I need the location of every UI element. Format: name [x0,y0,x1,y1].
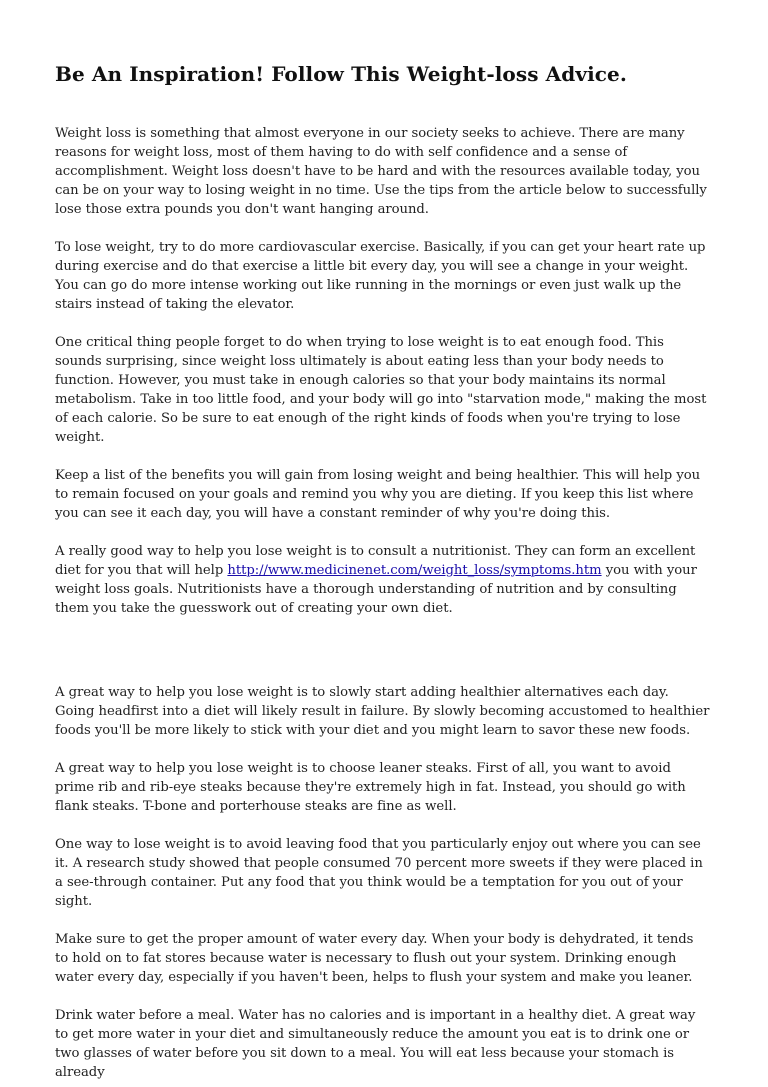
paragraph-benefits-list: Keep a list of the benefits you will gain from losing weight and being healthier. This will help you to remain focused on your goals and remind you why you are dieting. If you keep this list where you can see it each day, you will have a constant reminder of why you're doing this. [55,468,701,521]
paragraph-nutritionist [55,542,710,618]
nutritionist-text-after: you with your weight loss goals. Nutritionists have a thorough understanding of nutrition and by consulting them you take the guesswork out of creating your own diet. [55,563,697,616]
paragraph-healthier-alternatives: A great way to help you lose weight is to slowly start adding healthier alternatives each day. Going headfirst into a diet will likely result in failure. By slowly becoming accustomed to healthier foods you'll be more likely to stick with your diet and you might learn to savor these new foods. [55,685,710,738]
paragraph-eat-enough: One critical thing people forget to do when trying to lose weight is to eat enough food. This sounds surprising, since weight loss ultimately is about eating less than your body needs to function. However, you must take in enough calories so that your body maintains its normal metabolism. Take in too little food, and your body will go into "starvation mode," making the most of each calorie. So be sure to eat enough of the right kinds of foods when you're trying to lose weight. [55,335,707,445]
paragraph-intro: Weight loss is something that almost everyone in our society seeks to achieve. There are many reasons for weight loss, most of them having to do with self confidence and a sense of accomplishment. Weight loss doesn't have to be hard and with the resources available today, you can be on your way to losing weight in no time. Use the tips from the article below to successfully lose those extra pounds you don't want hanging around. [55,126,707,217]
medicinenet-link[interactable]: http://www.medicinenet.com/weight_loss/symptoms.htm [227,563,602,578]
paragraph-cardio: To lose weight, try to do more cardiovascular exercise. Basically, if you can get your heart rate up during exercise and do that exercise a little bit every day, you will see a change in your weight. You can go do more intense working out like running in the mornings or even just walk up the stairs instead of taking the elevator. [55,240,706,312]
paragraph-water-before-meal: Drink water before a meal. Water has no calories and is important in a healthy diet. A great way to get more water in your diet and simultaneously reduce the amount you eat is to drink one or two glasses of water before you sit down to a meal. You will eat less because your stomach is already [55,1008,696,1080]
paragraph-food-out-of-sight: One way to lose weight is to avoid leaving food that you particularly enjoy out where you can see it. A research study showed that people consumed 70 percent more sweets if they were placed in a see-through container. Put any food that you think would be a temptation for you out of your sight. [55,837,703,909]
paragraph-water-daily: Make sure to get the proper amount of water every day. When your body is dehydrated, it tends to hold on to fat stores because water is necessary to flush out your system. Drinking enough water every day, especially if you haven't been, helps to flush your system and make you leaner. [55,932,694,985]
paragraph-leaner-steaks: A great way to help you lose weight is to choose leaner steaks. First of all, you want to avoid prime rib and rib-eye steaks because they're extremely high in fat. Instead, you should go with flank steaks. T-bone and porterhouse steaks are fine as well. [55,761,686,814]
spacer [55,637,710,683]
page-title: Be An Inspiration! Follow This Weight-loss Advice. [55,62,627,86]
nutritionist-text-before: A really good way to help you lose weight is to consult a nutritionist. They can form an excellent diet for you that will help [55,544,696,578]
